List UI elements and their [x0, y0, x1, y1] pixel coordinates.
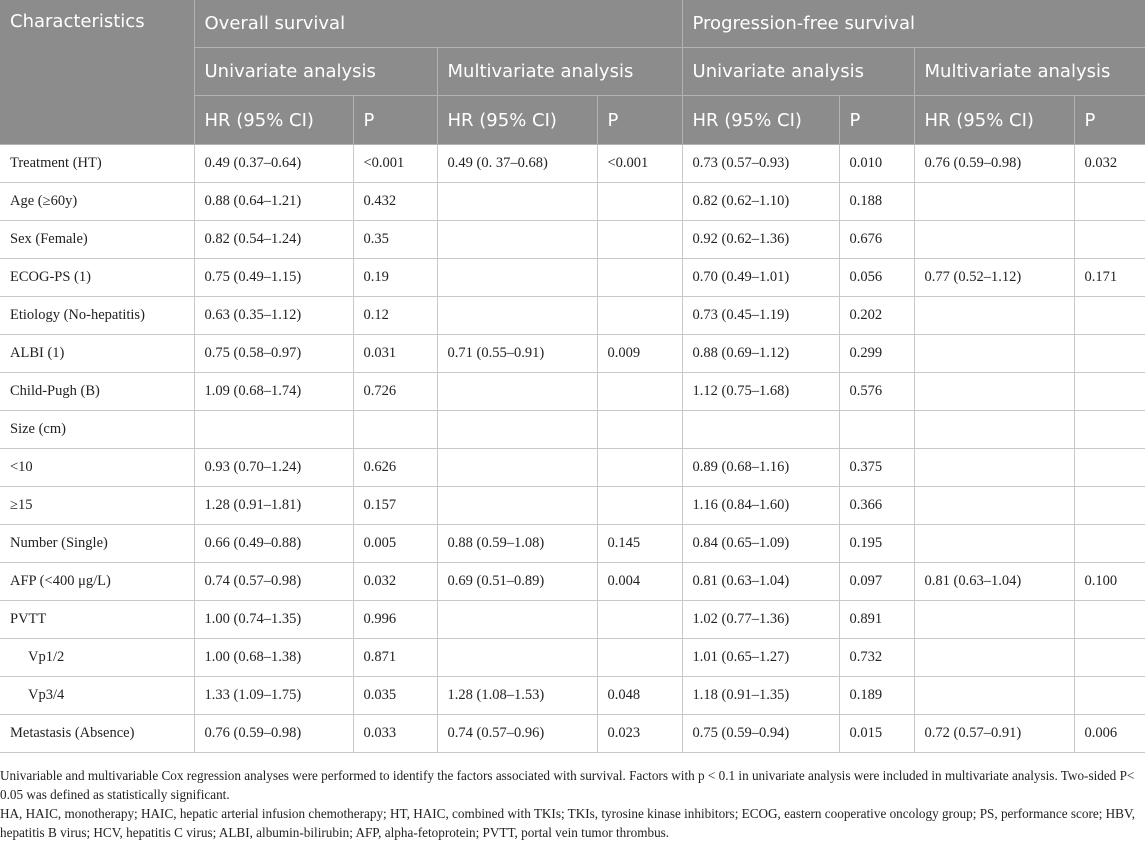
os-multivariate-hr-cell [437, 639, 597, 677]
os-multivariate-p-cell [597, 487, 682, 525]
header-row-outcomes [0, 0, 1145, 48]
overall-survival-header: Overall survival [194, 0, 682, 48]
pfs-multivariate-hr-cell: 0.81 (0.63–1.04) [914, 563, 1074, 601]
pfs-multivariate-p-cell [1074, 601, 1145, 639]
table-row [0, 715, 1145, 753]
pfs-multivariate-header: Multivariate analysis [914, 48, 1145, 96]
characteristic-cell: Sex (Female) [0, 221, 194, 259]
pfs-multivariate-p-cell [1074, 335, 1145, 373]
pfs-univariate-hr-cell: 1.12 (0.75–1.68) [682, 373, 839, 411]
progression-free-survival-header: Progression-free survival [682, 0, 1145, 48]
pfs-univariate-p-cell: 0.010 [839, 145, 914, 183]
pfs-univariate-p-cell [839, 411, 914, 449]
pfs-multivariate-hr-cell [914, 639, 1074, 677]
pfs-univariate-p-cell: 0.891 [839, 601, 914, 639]
pfs-univariate-hr-cell: 0.84 (0.65–1.09) [682, 525, 839, 563]
pfs-multivariate-hr-cell [914, 449, 1074, 487]
pfs-multivariate-p-cell [1074, 677, 1145, 715]
pfs-univariate-p-cell: 0.676 [839, 221, 914, 259]
os-multivariate-p-cell [597, 259, 682, 297]
table-row [0, 221, 1145, 259]
characteristic-cell: Child-Pugh (B) [0, 373, 194, 411]
os-univariate-p-cell: 0.157 [353, 487, 437, 525]
os-multivariate-header: Multivariate analysis [437, 48, 682, 96]
os-univariate-p-cell: 0.12 [353, 297, 437, 335]
os-univariate-p-cell: 0.032 [353, 563, 437, 601]
os-multivariate-hr-cell [437, 373, 597, 411]
characteristic-cell: AFP (<400 μg/L) [0, 563, 194, 601]
pfs-multivariate-p-cell: 0.032 [1074, 145, 1145, 183]
pfs-univariate-hr-cell: 0.73 (0.57–0.93) [682, 145, 839, 183]
os-multivariate-hr-cell: 0.69 (0.51–0.89) [437, 563, 597, 601]
pfs-multi-hr-header: HR (95% CI) [914, 96, 1074, 145]
os-multivariate-hr-cell: 0.49 (0. 37–0.68) [437, 145, 597, 183]
pfs-univariate-p-cell: 0.015 [839, 715, 914, 753]
pfs-multivariate-hr-cell [914, 525, 1074, 563]
os-multivariate-p-cell [597, 373, 682, 411]
os-multivariate-p-cell [597, 411, 682, 449]
pfs-uni-hr-header: HR (95% CI) [682, 96, 839, 145]
pfs-univariate-p-cell: 0.097 [839, 563, 914, 601]
os-univariate-p-cell: 0.726 [353, 373, 437, 411]
pfs-multivariate-hr-cell: 0.76 (0.59–0.98) [914, 145, 1074, 183]
pfs-univariate-header: Univariate analysis [682, 48, 914, 96]
characteristic-cell: Size (cm) [0, 411, 194, 449]
pfs-univariate-hr-cell: 0.75 (0.59–0.94) [682, 715, 839, 753]
pfs-multivariate-p-cell [1074, 297, 1145, 335]
os-univariate-hr-cell: 1.00 (0.74–1.35) [194, 601, 353, 639]
table-row [0, 297, 1145, 335]
pfs-multivariate-hr-cell: 0.77 (0.52–1.12) [914, 259, 1074, 297]
os-univariate-hr-cell: 0.66 (0.49–0.88) [194, 525, 353, 563]
os-multivariate-hr-cell: 1.28 (1.08–1.53) [437, 677, 597, 715]
table-row [0, 449, 1145, 487]
pfs-univariate-hr-cell [682, 411, 839, 449]
pfs-univariate-hr-cell: 1.02 (0.77–1.36) [682, 601, 839, 639]
pfs-univariate-p-cell: 0.056 [839, 259, 914, 297]
table-row [0, 601, 1145, 639]
pfs-multivariate-hr-cell [914, 183, 1074, 221]
os-multivariate-p-cell [597, 297, 682, 335]
pfs-multivariate-hr-cell [914, 487, 1074, 525]
os-multivariate-hr-cell [437, 601, 597, 639]
pfs-univariate-hr-cell: 1.16 (0.84–1.60) [682, 487, 839, 525]
os-univariate-hr-cell: 0.82 (0.54–1.24) [194, 221, 353, 259]
pfs-multivariate-p-cell [1074, 221, 1145, 259]
os-univariate-p-cell: 0.19 [353, 259, 437, 297]
characteristic-cell: Metastasis (Absence) [0, 715, 194, 753]
os-univariate-hr-cell: 0.49 (0.37–0.64) [194, 145, 353, 183]
os-univariate-hr-cell: 0.76 (0.59–0.98) [194, 715, 353, 753]
os-univariate-p-cell: 0.432 [353, 183, 437, 221]
pfs-multivariate-p-cell [1074, 525, 1145, 563]
os-multivariate-p-cell: 0.009 [597, 335, 682, 373]
table-row [0, 563, 1145, 601]
os-multivariate-hr-cell [437, 221, 597, 259]
os-multivariate-p-cell: 0.004 [597, 563, 682, 601]
characteristic-cell: ECOG-PS (1) [0, 259, 194, 297]
os-multivariate-hr-cell [437, 487, 597, 525]
pfs-multivariate-p-cell [1074, 373, 1145, 411]
os-univariate-hr-cell: 1.28 (0.91–1.81) [194, 487, 353, 525]
os-univariate-hr-cell: 0.88 (0.64–1.21) [194, 183, 353, 221]
os-univariate-hr-cell: 0.75 (0.49–1.15) [194, 259, 353, 297]
pfs-multivariate-hr-cell [914, 677, 1074, 715]
os-multivariate-p-cell [597, 183, 682, 221]
os-multivariate-p-cell: 0.048 [597, 677, 682, 715]
pfs-multivariate-hr-cell: 0.72 (0.57–0.91) [914, 715, 1074, 753]
footnote-methods: Univariable and multivariable Cox regression analyses were performed to identify the factors associated with survival. Factors with p < 0.1 in univariate analysis were included in multivariate analysis. Two-sided P< 0.05 was defined as statistically significant. [0, 768, 1135, 802]
pfs-multivariate-hr-cell [914, 411, 1074, 449]
os-multivariate-p-cell: <0.001 [597, 145, 682, 183]
characteristic-cell: PVTT [0, 601, 194, 639]
os-multivariate-p-cell: 0.023 [597, 715, 682, 753]
os-multivariate-p-cell: 0.145 [597, 525, 682, 563]
os-multivariate-hr-cell [437, 449, 597, 487]
os-univariate-p-cell: 0.626 [353, 449, 437, 487]
characteristic-cell: Treatment (HT) [0, 145, 194, 183]
pfs-univariate-p-cell: 0.189 [839, 677, 914, 715]
pfs-univariate-p-cell: 0.299 [839, 335, 914, 373]
os-univariate-p-cell: 0.996 [353, 601, 437, 639]
pfs-univariate-p-cell: 0.202 [839, 297, 914, 335]
os-univariate-hr-cell: 0.74 (0.57–0.98) [194, 563, 353, 601]
os-multivariate-hr-cell: 0.88 (0.59–1.08) [437, 525, 597, 563]
characteristic-cell: <10 [0, 449, 194, 487]
footnote-abbreviations: HA, HAIC, monotherapy; HAIC, hepatic arterial infusion chemotherapy; HT, HAIC, combined with TKIs; TKIs, tyrosine kinase inhibitors; ECOG, eastern cooperative oncology group; PS, performance score; HBV, hepatitis B virus; HCV, hepatitis C virus; ALBI, albumin-bilirubin; AFP, alpha-fetoprotein; PVTT, portal vein tumor thrombus. [0, 806, 1136, 840]
pfs-multivariate-hr-cell [914, 373, 1074, 411]
pfs-multivariate-p-cell [1074, 449, 1145, 487]
pfs-multivariate-p-cell: 0.171 [1074, 259, 1145, 297]
pfs-multivariate-hr-cell [914, 601, 1074, 639]
table-row [0, 183, 1145, 221]
pfs-univariate-hr-cell: 0.70 (0.49–1.01) [682, 259, 839, 297]
characteristic-cell: ≥15 [0, 487, 194, 525]
characteristics-header: Characteristics [0, 0, 194, 145]
os-univariate-p-cell: 0.871 [353, 639, 437, 677]
table-body [0, 145, 1145, 753]
pfs-univariate-hr-cell: 0.92 (0.62–1.36) [682, 221, 839, 259]
os-univariate-hr-cell: 1.09 (0.68–1.74) [194, 373, 353, 411]
pfs-univariate-p-cell: 0.732 [839, 639, 914, 677]
os-univariate-hr-cell: 1.33 (1.09–1.75) [194, 677, 353, 715]
pfs-univariate-hr-cell: 0.81 (0.63–1.04) [682, 563, 839, 601]
pfs-univariate-p-cell: 0.188 [839, 183, 914, 221]
pfs-univariate-hr-cell: 0.82 (0.62–1.10) [682, 183, 839, 221]
os-univariate-hr-cell: 1.00 (0.68–1.38) [194, 639, 353, 677]
table-row [0, 373, 1145, 411]
characteristic-cell: Vp1/2 [0, 639, 194, 677]
table-row [0, 259, 1145, 297]
os-univariate-p-cell [353, 411, 437, 449]
os-univariate-hr-cell: 0.75 (0.58–0.97) [194, 335, 353, 373]
os-univariate-p-cell: 0.005 [353, 525, 437, 563]
pfs-multivariate-p-cell: 0.100 [1074, 563, 1145, 601]
table-row [0, 145, 1145, 183]
pfs-univariate-hr-cell: 1.18 (0.91–1.35) [682, 677, 839, 715]
pfs-univariate-hr-cell: 0.73 (0.45–1.19) [682, 297, 839, 335]
pfs-multivariate-p-cell: 0.006 [1074, 715, 1145, 753]
pfs-univariate-hr-cell: 0.88 (0.69–1.12) [682, 335, 839, 373]
os-multi-hr-header: HR (95% CI) [437, 96, 597, 145]
characteristic-cell: Etiology (No-hepatitis) [0, 297, 194, 335]
pfs-multivariate-hr-cell [914, 221, 1074, 259]
os-uni-hr-header: HR (95% CI) [194, 96, 353, 145]
os-univariate-hr-cell: 0.93 (0.70–1.24) [194, 449, 353, 487]
pfs-univariate-p-cell: 0.375 [839, 449, 914, 487]
pfs-multivariate-p-cell [1074, 411, 1145, 449]
pfs-multivariate-p-cell [1074, 639, 1145, 677]
characteristic-cell: Age (≥60y) [0, 183, 194, 221]
os-multivariate-hr-cell: 0.71 (0.55–0.91) [437, 335, 597, 373]
os-univariate-p-cell: <0.001 [353, 145, 437, 183]
os-univariate-p-cell: 0.035 [353, 677, 437, 715]
os-uni-p-header: P [353, 96, 437, 145]
os-univariate-header: Univariate analysis [194, 48, 437, 96]
characteristic-cell: ALBI (1) [0, 335, 194, 373]
os-multi-p-header: P [597, 96, 682, 145]
pfs-multivariate-hr-cell [914, 297, 1074, 335]
pfs-multi-p-header: P [1074, 96, 1145, 145]
pfs-univariate-hr-cell: 1.01 (0.65–1.27) [682, 639, 839, 677]
os-multivariate-p-cell [597, 639, 682, 677]
pfs-univariate-p-cell: 0.195 [839, 525, 914, 563]
pfs-multivariate-p-cell [1074, 487, 1145, 525]
table-row [0, 677, 1145, 715]
characteristic-cell: Number (Single) [0, 525, 194, 563]
pfs-multivariate-hr-cell [914, 335, 1074, 373]
os-multivariate-hr-cell [437, 183, 597, 221]
table-row [0, 487, 1145, 525]
pfs-univariate-hr-cell: 0.89 (0.68–1.16) [682, 449, 839, 487]
table-row [0, 411, 1145, 449]
os-multivariate-hr-cell [437, 411, 597, 449]
table-footnotes [0, 766, 1140, 842]
pfs-multivariate-p-cell [1074, 183, 1145, 221]
table-row [0, 525, 1145, 563]
table-row [0, 639, 1145, 677]
os-univariate-p-cell: 0.35 [353, 221, 437, 259]
os-multivariate-hr-cell: 0.74 (0.57–0.96) [437, 715, 597, 753]
os-multivariate-p-cell [597, 221, 682, 259]
os-multivariate-hr-cell [437, 297, 597, 335]
os-multivariate-p-cell [597, 449, 682, 487]
characteristic-cell: Vp3/4 [0, 677, 194, 715]
pfs-univariate-p-cell: 0.576 [839, 373, 914, 411]
os-multivariate-hr-cell [437, 259, 597, 297]
os-univariate-hr-cell [194, 411, 353, 449]
os-univariate-hr-cell: 0.63 (0.35–1.12) [194, 297, 353, 335]
table-row [0, 335, 1145, 373]
pfs-univariate-p-cell: 0.366 [839, 487, 914, 525]
pfs-uni-p-header: P [839, 96, 914, 145]
os-univariate-p-cell: 0.033 [353, 715, 437, 753]
os-multivariate-p-cell [597, 601, 682, 639]
os-univariate-p-cell: 0.031 [353, 335, 437, 373]
